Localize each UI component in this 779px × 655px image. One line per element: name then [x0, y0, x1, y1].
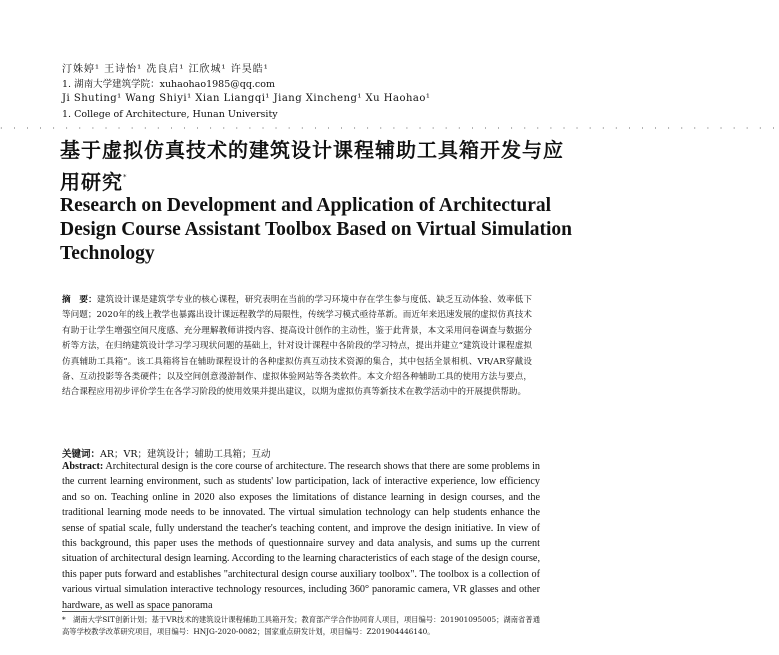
keywords-cn-text: AR；VR；建筑设计；辅助工具箱；互动 — [100, 449, 271, 460]
abstract-en-label: Abstract: — [62, 461, 104, 472]
title-en: Research on Development and Application of Architectural Design Course Assistant Toolbox Based on Virtual Simulation Technology — [60, 195, 572, 264]
abstract-en-text: Architectural design is the core course of architecture. The research shows that there are some problems in the current learning environment, such as students' low participation, lack of interactive experience, low efficiency and so on. Teaching online in 2020 also exposes the limitations of distance learning in design courses, and the traditional learning mode needs to be innovated. The virtual simulation technology can help students enhance the sense of spatial scale, fully understand the teacher's teaching content, and improve the design initiative. In view of this background, this paper uses the methods of questionnaire survey and data analysis, and sums up the current situation of architectural design learning. According to the learning characteristics of each stage of the design course, this paper puts forward and establishes "architectural design course auxiliary toolbox". The toolbox is a collection of various virtual simulation interactive technology resources, including 360° panoramic camera, VR glasses and other hardware, as well as space panorama — [62, 461, 540, 611]
abstract-cn-label: 摘 要： — [62, 295, 97, 305]
footnote-rule — [62, 611, 182, 612]
title-cn-text: 基于虚拟仿真技术的建筑设计课程辅助工具箱开发与应用研究 — [60, 138, 564, 194]
title-footnote-mark: * — [123, 173, 128, 181]
authors-cn: 汀姝婷¹ 王诗怡¹ 冼良启¹ 江欣城¹ 许昊皓¹ — [62, 64, 269, 75]
authors-en: Ji Shuting¹ Wang Shiyi¹ Xian Liangqi¹ Jiang Xincheng¹ Xu Haohao¹ — [62, 93, 431, 104]
abstract-en — [62, 459, 540, 613]
affiliation-en: 1. College of Architecture, Hunan University — [62, 109, 278, 120]
keywords-cn-label: 关键词： — [62, 449, 101, 460]
keywords-cn — [62, 446, 271, 460]
abstract-cn — [62, 293, 532, 401]
affiliation-cn: 1. 湖南大学建筑学院：xuhaohao1985@qq.com — [62, 79, 275, 90]
title-cn — [60, 137, 580, 196]
abstract-cn-text: 建筑设计课是建筑学专业的核心课程，研究表明在当前的学习环境中存在学生参与度低、缺乏互动体验、效率低下等问题；2020年的线上教学也暴露出设计课远程教学的局限性，传统学习模式亟待革新。而近年来迅速发展的虚拟仿真技术有助于让学生增强空间尺度感、充分理解教师讲授内容、提高设计创作的主动性，鉴于此背景，本文采用问卷调查与数据分析等方法，在归纳建筑设计学习学习现状问题的基础上，针对设计课程中各阶段的学习特点，提出并建立“建筑设计课程虚拟仿真辅助工具箱”。该工具箱将旨在辅助课程设计的各种虚拟仿真互动技术资源的集合，其中包括全景相机、VR/AR穿戴设备、互动投影等各类硬件；以及空间创意漫游制作、虚拟体验网站等各类软件。本文介绍各种辅助工具的使用方法与要点，结合课程应用初步评价学生在各学习阶段的使用效果并提出建议，以期为虚拟仿真等新技术在教学活动中的开展提供帮助。 — [62, 295, 532, 398]
dotted-separator: · · · · · · · · · · · · · · · · · · · · · · · · · · · · · · · · · · · · · · · · · · · · · · · · · · · · · · · · · · · · — [0, 124, 779, 133]
footnote: * 湖南大学SIT创新计划；基于VR技术的建筑设计课程辅助工具箱开发；教育部产学合作协同育人项目，项目编号：201901095005；湖南省普通高等学校教学改革研究项目，项目编号：HNJG-2020-0082；国家重点研发计划，项目编号：Z201904446140。 — [62, 615, 540, 636]
